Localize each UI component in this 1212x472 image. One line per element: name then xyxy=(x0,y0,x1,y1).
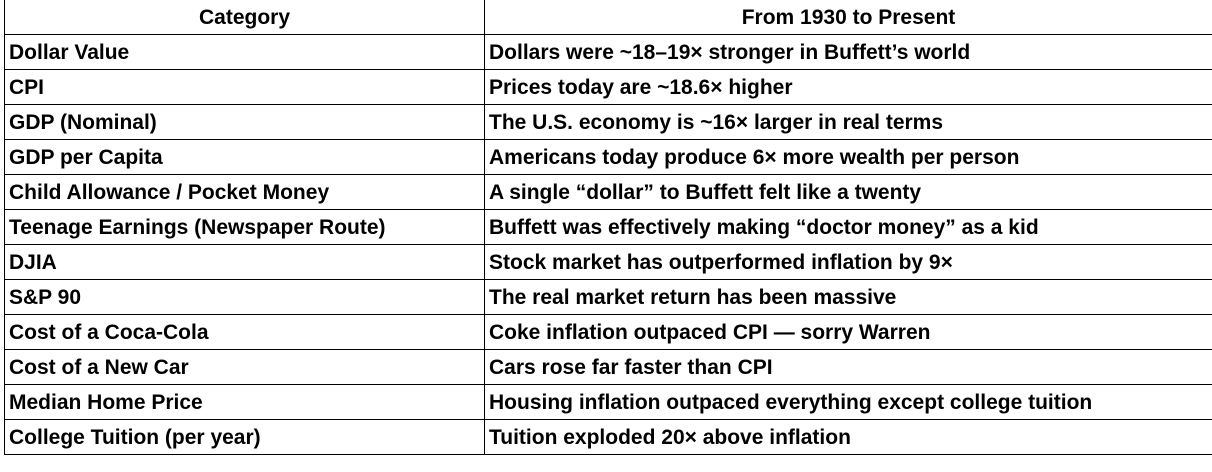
category-cell: College Tuition (per year) xyxy=(5,420,485,455)
category-cell: Dollar Value xyxy=(5,35,485,70)
comparison-cell: Buffett was effectively making “doctor money” as a kid xyxy=(485,210,1212,245)
comparison-cell: Prices today are ~18.6× higher xyxy=(485,70,1212,105)
table-row xyxy=(5,105,1212,140)
comparison-cell: Stock market has outperformed inflation by 9× xyxy=(485,245,1212,280)
table-row xyxy=(5,420,1212,455)
category-cell: Median Home Price xyxy=(5,385,485,420)
comparison-cell: Dollars were ~18–19× stronger in Buffett’s world xyxy=(485,35,1212,70)
comparison-cell: The U.S. economy is ~16× larger in real terms xyxy=(485,105,1212,140)
comparison-cell: Americans today produce 6× more wealth per person xyxy=(485,140,1212,175)
comparison-cell: A single “dollar” to Buffett felt like a twenty xyxy=(485,175,1212,210)
table-row xyxy=(5,245,1212,280)
column-header-category: Category xyxy=(5,0,485,35)
category-cell: Cost of a Coca-Cola xyxy=(5,315,485,350)
column-header-period: From 1930 to Present xyxy=(485,0,1212,35)
table-row xyxy=(5,350,1212,385)
category-cell: DJIA xyxy=(5,245,485,280)
table-row xyxy=(5,210,1212,245)
table-row xyxy=(5,175,1212,210)
table-row xyxy=(5,315,1212,350)
comparison-cell: The real market return has been massive xyxy=(485,280,1212,315)
category-cell: CPI xyxy=(5,70,485,105)
category-cell: GDP (Nominal) xyxy=(5,105,485,140)
table-row xyxy=(5,385,1212,420)
comparison-cell: Tuition exploded 20× above inflation xyxy=(485,420,1212,455)
comparison-cell: Cars rose far faster than CPI xyxy=(485,350,1212,385)
table-row xyxy=(5,35,1212,70)
category-cell: Child Allowance / Pocket Money xyxy=(5,175,485,210)
category-cell: S&P 90 xyxy=(5,280,485,315)
comparison-cell: Housing inflation outpaced everything except college tuition xyxy=(485,385,1212,420)
category-cell: GDP per Capita xyxy=(5,140,485,175)
comparison-table xyxy=(4,0,1212,455)
comparison-cell: Coke inflation outpaced CPI — sorry Warren xyxy=(485,315,1212,350)
table-header-row xyxy=(5,0,1212,35)
table-row xyxy=(5,140,1212,175)
table-row xyxy=(5,70,1212,105)
table-row xyxy=(5,280,1212,315)
category-cell: Cost of a New Car xyxy=(5,350,485,385)
category-cell: Teenage Earnings (Newspaper Route) xyxy=(5,210,485,245)
